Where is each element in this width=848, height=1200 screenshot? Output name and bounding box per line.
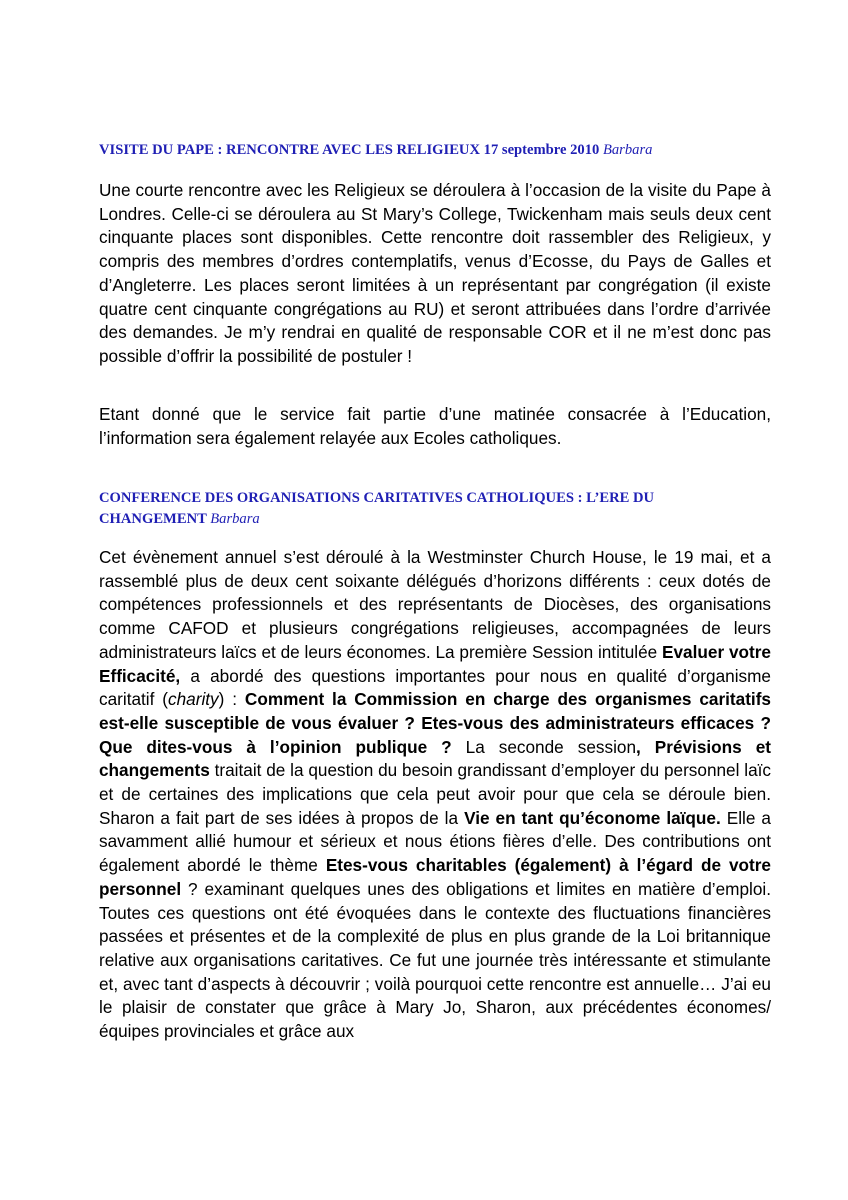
section-2-text-k: Elle a savamment allié humour et sérieux et nous étions fières d’elle. Des contributions ont également abordé le thème	[99, 807, 771, 876]
session-1-questions: Comment la Commission en charge des organismes caritatifs est-elle susceptible de vous évaluer ? Etes-vous des administrateurs efficaces ? Que dites-vous à l’opinion publique ?	[99, 689, 771, 757]
section-2-author: Barbara	[210, 511, 260, 527]
section-1-paragraph-1: Une courte rencontre avec les Religieux se déroulera à l’occasion de la visite du Pape à Londres. Celle-ci se déroulera au St Mary’s College, Twickenham mais seuls deux cent cinquante places sont disponibles. Cette rencontre doit rassembler des Religieux, y compris des membres d’ordres contemplatifs, venus d’Ecosse, du Pays de Galles et d’Angleterre. Les places seront limitées à un représentant par congrégation (il existe quatre cent cinquante congrégations au RU) et seront attribuées dans l’ordre d’arrivée des demandes. Je m’y rendrai en qualité de responsable COR et il ne m’est donc pas possible d’offrir la possibilité de postuler !	[99, 180, 771, 366]
section-2-text-e: ) :	[218, 689, 245, 710]
section-1-paragraph-2: Etant donné que le service fait partie d’une matinée consacrée à l’Education, l’information sera également relayée aux Ecoles catholiques.	[99, 404, 771, 448]
section-2-title: CONFERENCE DES ORGANISATIONS CARITATIVES CATHOLIQUES : L’ERE DU CHANGEMENT	[99, 490, 655, 527]
section-1-author: Barbara	[602, 142, 653, 158]
section-2-text-i: traitait de la question du besoin grandissant d’employer du personnel laïc et de certaines des implications que cela peut avoir pour que cela se déroule bien. Sharon a fait part de ses idées à propos de la	[99, 760, 771, 828]
session-1-title: Evaluer votre Efficacité,	[99, 641, 771, 686]
section-2-text-a: Cet évènement annuel s’est déroulé à la Westminster Church House, le 19 mai, et a rassemblé plus de deux cent soixante délégués d’horizons différents : ceux dotés de compétences professionnels et des représentants de Diocèses, des organisations comme CAFOD et plusieurs congrégations religieuses, accompagnées de leurs administrateurs laïcs et de leurs économes. La première Session intitulée	[99, 547, 771, 662]
section-1-title: VISITE DU PAPE : RENCONTRE AVEC LES RELIGIEUX 17 septembre 2010	[99, 142, 600, 158]
section-2-heading	[99, 488, 749, 530]
section-2-text-c: a abordé des questions importantes pour nous en qualité d’organisme caritatif (	[99, 665, 771, 710]
staff-charity-topic: Etes-vous charitables (également) à l’égard de votre personnel	[99, 855, 771, 899]
section-1-heading	[99, 140, 749, 161]
charity-term: charity	[168, 689, 219, 710]
session-2-title: , Prévisions et changements	[99, 736, 772, 781]
lay-bursar-topic: Vie en tant qu’économe laïque.	[464, 807, 721, 828]
section-2-text-m: ? examinant quelques unes des obligations et limites en matière d’emploi. Toutes ces questions ont été évoquées dans le contexte des fluctuations financières passées et présentes et de la complexité de plus en plus grande de la Loi britannique relative aux organisations caritatives. Ce fut une journée très intéressante et stimulante et, avec tant d’aspects à découvrir ; voilà pourquoi cette rencontre est annuelle… J’ai eu le plaisir de constater que grâce à Mary Jo, Sharon, aux précédentes économes/équipes provinciales et grâce aux	[99, 878, 771, 1042]
section-2-paragraph	[99, 546, 771, 1044]
section-2-text-g: La seconde session	[451, 736, 637, 757]
